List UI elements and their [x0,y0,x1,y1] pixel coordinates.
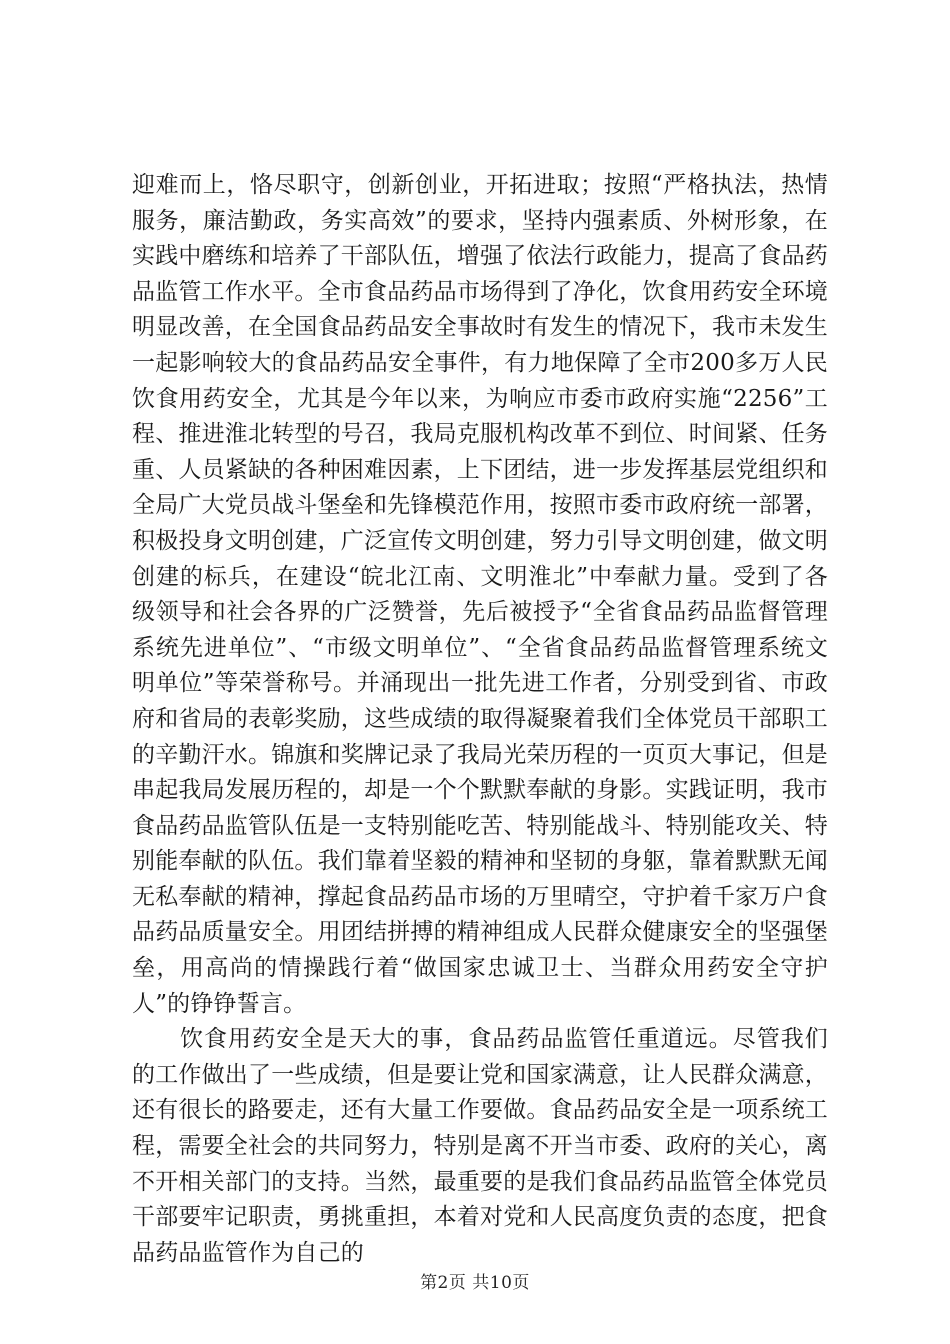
paragraph: 饮食用药安全是天大的事，食品药品监管任重道远。尽管我们的工作做出了一些成绩，但是要让党和国家满意，让人民群众满意，还有很长的路要走，还有大量工作要做。食品药品安全是一项系统工程，需要全社会的共同努力，特别是离不开当市委、政府的关心，离不开相关部门的支持。当然，最重要的是我们食品药品监管全体党员干部要牢记职责，勇挑重担，本着对党和人民高度负责的态度，把食品药品监管作为自己的 [132,1026,828,1266]
paragraph-continued: 迎难而上，恪尽职守，创新创业，开拓进取；按照“严格执法，热情服务，廉洁勤政，务实高效”的要求，坚持内强素质、外树形象，在实践中磨练和培养了干部队伍，增强了依法行政能力，提高了食品药品监管工作水平。全市食品药品市场得到了净化，饮食用药安全环境明显改善，在全国食品药品安全事故时有发生的情况下，我市未发生一起影响较大的食品药品安全事件，有力地保障了全市200多万人民饮食用药安全，尤其是今年以来，为响应市委市政府实施“2256”工程、推进淮北转型的号召，我局克服机构改革不到位、时间紧、任务重、人员紧缺的各种困难因素，上下团结，进一步发挥基层党组织和全局广大党员战斗堡垒和先锋模范作用，按照市委市政府统一部署，积极投身文明创建，广泛宣传文明创建，努力引导文明创建，做文明创建的标兵，在建设“皖北江南、文明淮北”中奉献力量。受到了各级领导和社会各界的广泛赞誉，先后被授予“全省食品药品监督管理系统先进单位”、“市级文明单位”、“全省食品药品监督管理系统文明单位”等荣誉称号。并涌现出一批先进工作者，分别受到省、市政府和省局的表彰奖励，这些成绩的取得凝聚着我们全体党员干部职工的辛勤汗水。锦旗和奖牌记录了我局光荣历程的一页页大事记，但是串起我局发展历程的，却是一个个默默奉献的身影。实践证明，我市食品药品监管队伍是一支特别能吃苦、特别能战斗、特别能攻关、特别能奉献的队伍。我们靠着坚毅的精神和坚韧的身躯，靠着默默无闻无私奉献的精神，撑起食品药品市场的万里晴空，守护着千家万户食品药品质量安全。用团结拼搏的精神组成人民群众健康安全的坚强堡垒，用高尚的情操践行着“做国家忠诚卫士、当群众用药安全守护人”的铮铮誓言。 [132,172,828,1017]
document-body [132,168,828,1271]
page-number-footer: 第2页 共10页 [420,1273,530,1293]
